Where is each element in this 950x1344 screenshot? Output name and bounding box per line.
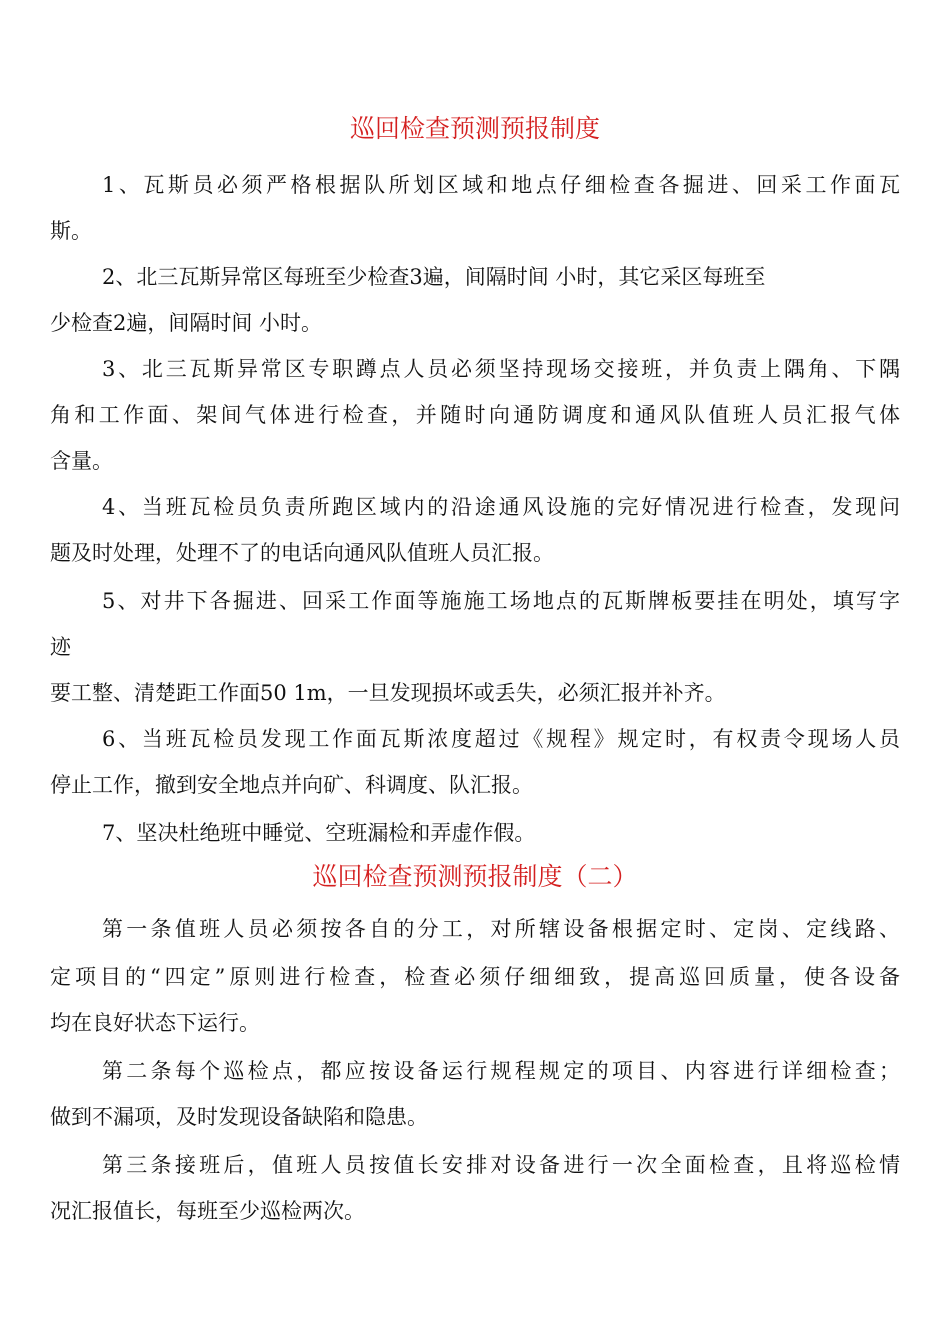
rule-1-line-1: 1、瓦斯员必须严格根据队所划区域和地点仔细检查各掘进、回采工作面瓦 xyxy=(102,173,900,197)
rule-2-line-1: 2、北三瓦斯异常区每班至少检查3遍，间隔时间 小时，其它采区每班至 xyxy=(102,265,766,289)
rule-4-line-1: 4、当班瓦检员负责所跑区域内的沿途通风设施的完好情况进行检查，发现问 xyxy=(102,495,900,519)
article-2-line-2: 做到不漏项，及时发现设备缺陷和隐患。 xyxy=(50,1105,428,1129)
rule-7-line-1: 7、坚决杜绝班中睡觉、空班漏检和弄虚作假。 xyxy=(102,821,536,845)
rule-3-line-3: 含量。 xyxy=(50,449,113,473)
rule-6-line-1: 6、当班瓦检员发现工作面瓦斯浓度超过《规程》规定时，有权责令现场人员 xyxy=(102,727,900,751)
rule-4-line-2: 题及时处理，处理不了的电话向通风队值班人员汇报。 xyxy=(50,541,554,565)
article-1-line-1: 第一条值班人员必须按各自的分工，对所辖设备根据定时、定岗、定线路、 xyxy=(102,917,900,941)
article-1-line-3: 均在良好状态下运行。 xyxy=(50,1011,260,1035)
rule-3-line-1: 3、北三瓦斯异常区专职蹲点人员必须坚持现场交接班，并负责上隅角、下隅 xyxy=(102,357,900,381)
rule-5-line-2: 迹 xyxy=(50,635,71,659)
rule-5-line-3: 要工整、清楚距工作面50 1m，一旦发现损坏或丢失，必须汇报并补齐。 xyxy=(50,681,726,705)
article-2-line-1: 第二条每个巡检点，都应按设备运行规程规定的项目、内容进行详细检查； xyxy=(102,1059,900,1083)
rule-3-line-2: 角和工作面、架间气体进行检查，并随时向通防调度和通风队值班人员汇报气体 xyxy=(50,403,900,427)
rule-1-line-2: 斯。 xyxy=(50,219,92,243)
article-1-line-2: 定项目的“四定”原则进行检查，检查必须仔细细致，提高巡回质量，使各设备 xyxy=(50,965,900,989)
section-2-title: 巡回检查预测预报制度（二） xyxy=(312,862,638,891)
rule-2-line-2: 少检查2遍，间隔时间 小时。 xyxy=(50,311,323,335)
document-title: 巡回检查预测预报制度 xyxy=(349,114,600,143)
article-3-line-1: 第三条接班后，值班人员按值长安排对设备进行一次全面检查，且将巡检情 xyxy=(102,1153,900,1177)
article-3-line-2: 况汇报值长，每班至少巡检两次。 xyxy=(50,1199,365,1223)
rule-5-line-1: 5、对井下各掘进、回采工作面等施施工场地点的瓦斯牌板要挂在明处，填写字 xyxy=(102,589,900,613)
rule-6-line-2: 停止工作，撤到安全地点并向矿、科调度、队汇报。 xyxy=(50,773,533,797)
